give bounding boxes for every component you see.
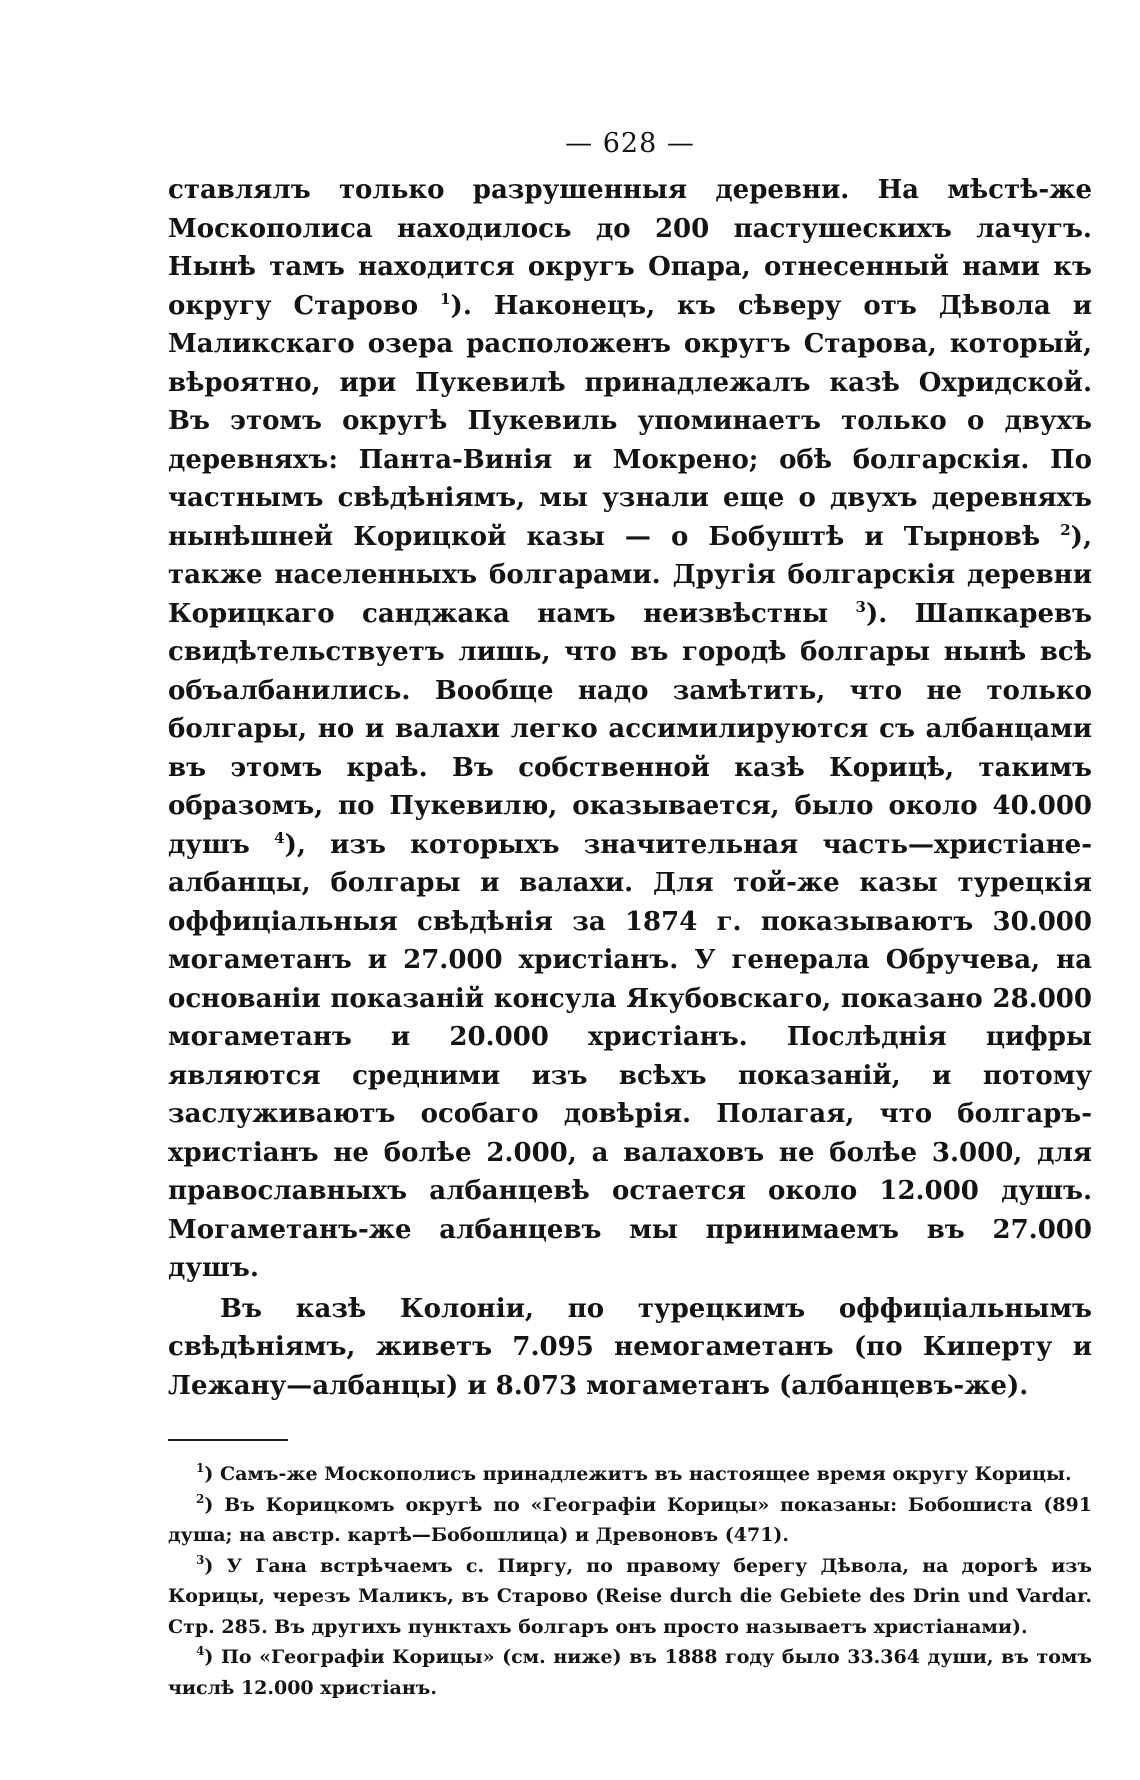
text-run: ставлялъ только разрушенныя деревни. На мѣстѣ-же Москопoлиса находилось до 200 пастушескихъ лачугъ. Нынѣ тамъ находится округъ Опара, отнесенный нами къ округу Старово (168, 175, 1092, 321)
text-run: Въ казѣ Колоніи, по турецкимъ оффиціальнымъ свѣдѣніямъ, живетъ 7.095 немогаметанъ (по Киперту и Лежану—албанцы) и 8.073 могаметанъ (албанцевъ-же). (168, 1293, 1092, 1401)
footnote-divider (168, 1439, 288, 1441)
footnote-text: Самъ-же Москополисъ принадлежитъ въ настоящее время округу Корицы. (219, 1463, 1072, 1485)
text-run: ), изъ которыхъ значительная часть—христіане-албанцы, болгары и валахи. Для той-же казы турецкія оффиціальныя свѣдѣнія за 1874 г. показываютъ 30.000 могаметанъ и 27.000 христіанъ. У генерала Обручева, на основаніи показаній консула Якубовскаго, показано 28.000 могаметанъ и 20.000 христіанъ. Послѣднія цифры являются средними изъ всѣхъ показаній, и потому заслуживаютъ особаго довѣрія. Полагая, что болгаръ-христіанъ не болѣе 2.000, а валаховъ не болѣе 3.000, для православныхъ албанцевѣ остается около 12.000 душъ. Могаметанъ-же албанцевъ мы принимаемъ въ 27.000 душъ. (168, 829, 1092, 1283)
book-page (168, 128, 1092, 1703)
footnote-ref: 3 (855, 597, 866, 616)
footnote-mark: 4 (196, 1644, 205, 1658)
footnote-4: $^4$) По «Географіи Корицы» (см. ниже) въ 1888 году было 33.364 души, въ томъ числѣ 12.000 христіанъ. (168, 1644, 1092, 1699)
footnotes (168, 1459, 1092, 1703)
paragraph-1 (168, 171, 1092, 1288)
footnote-text: Въ Корицкомъ округѣ по «Географіи Корицы» показаны: Бобошиста (891 душа; на австр. картѣ—Бобошлица) и Древоновъ (471). (168, 1493, 1092, 1546)
footnote-text: По «Географіи Корицы» (см. ниже) въ 1888 году было 33.364 души, въ томъ числѣ 12.000 христіанъ. (168, 1646, 1092, 1699)
footnote-mark: 3 (196, 1552, 205, 1567)
footnote-1: $^1$) Самъ-же Москополисъ принадлежитъ въ настоящее время округу Корицы. (196, 1461, 1072, 1485)
footnote-mark: 2 (196, 1491, 205, 1506)
text-run: ). Наконецъ, къ сѣверу отъ Дѣвола и Маликскаго озера расположенъ округъ Старова, который, вѣроятно, ири Пукевилѣ принадлежалъ казѣ Охридской. Въ этомъ округѣ Пукевиль упоминаетъ только о двухъ деревняхъ: Панта-Винія и Мокрено; обѣ болгарскія. По частнымъ свѣдѣніямъ, мы узнали еще о двухъ деревняхъ нынѣшней Корицкой казы — о Бобуштѣ и Тырновѣ (168, 290, 1093, 552)
text-run: ). Шапкаревъ свидѣтельствуетъ лишь, что въ городѣ болгары нынѣ всѣ объалбанились. Вообще надо замѣтить, что не только болгары, но и валахи легко ассимилируются съ албанцами въ этомъ краѣ. Въ собственной казѣ Корицѣ, такимъ образомъ, по Пукевилю, оказывается, было около 40.000 душъ (168, 598, 1092, 860)
paragraph-2 (168, 1290, 1092, 1406)
footnote-2: $^2$) Въ Корицкомъ округѣ по «Географіи Корицы» показаны: Бобошиста (891 душа; на австр. картѣ—Бобошлица) и Древоновъ (471). (168, 1491, 1092, 1546)
footnote-ref: 1 (440, 289, 451, 308)
footnote-ref: 2 (1060, 520, 1071, 539)
footnote-text: У Гана встрѣчаемъ с. Пиргу, по правому берегу Дѣвола, на дорогѣ изъ Корицы, черезъ Маликъ, въ Старово (Reise durch die Gebiete des Drin und Vardar. Стр. 285. Въ другихъ пунктахъ болгаръ онъ просто называетъ христіанами). (168, 1554, 1093, 1638)
text-run: ), также населенныхъ болгарами. Другія болгарскія деревни Корицкаго санджака намъ неизвѣстны (168, 521, 1092, 629)
footnote-ref: 4 (274, 828, 285, 847)
page-number: — 628 — (565, 128, 695, 159)
footnote-3: $^3$) У Гана встрѣчаемъ с. Пиргу, по правому берегу Дѣвола, на дорогѣ изъ Корицы, черезъ Маликъ, въ Старово (Reise durch die Gebiete des Drin und Vardar. Стр. 285. Въ другихъ пунктахъ болгаръ онъ просто называетъ христіанами). (168, 1552, 1093, 1638)
main-text (168, 171, 1092, 1405)
footnote-mark: 1 (196, 1461, 205, 1475)
